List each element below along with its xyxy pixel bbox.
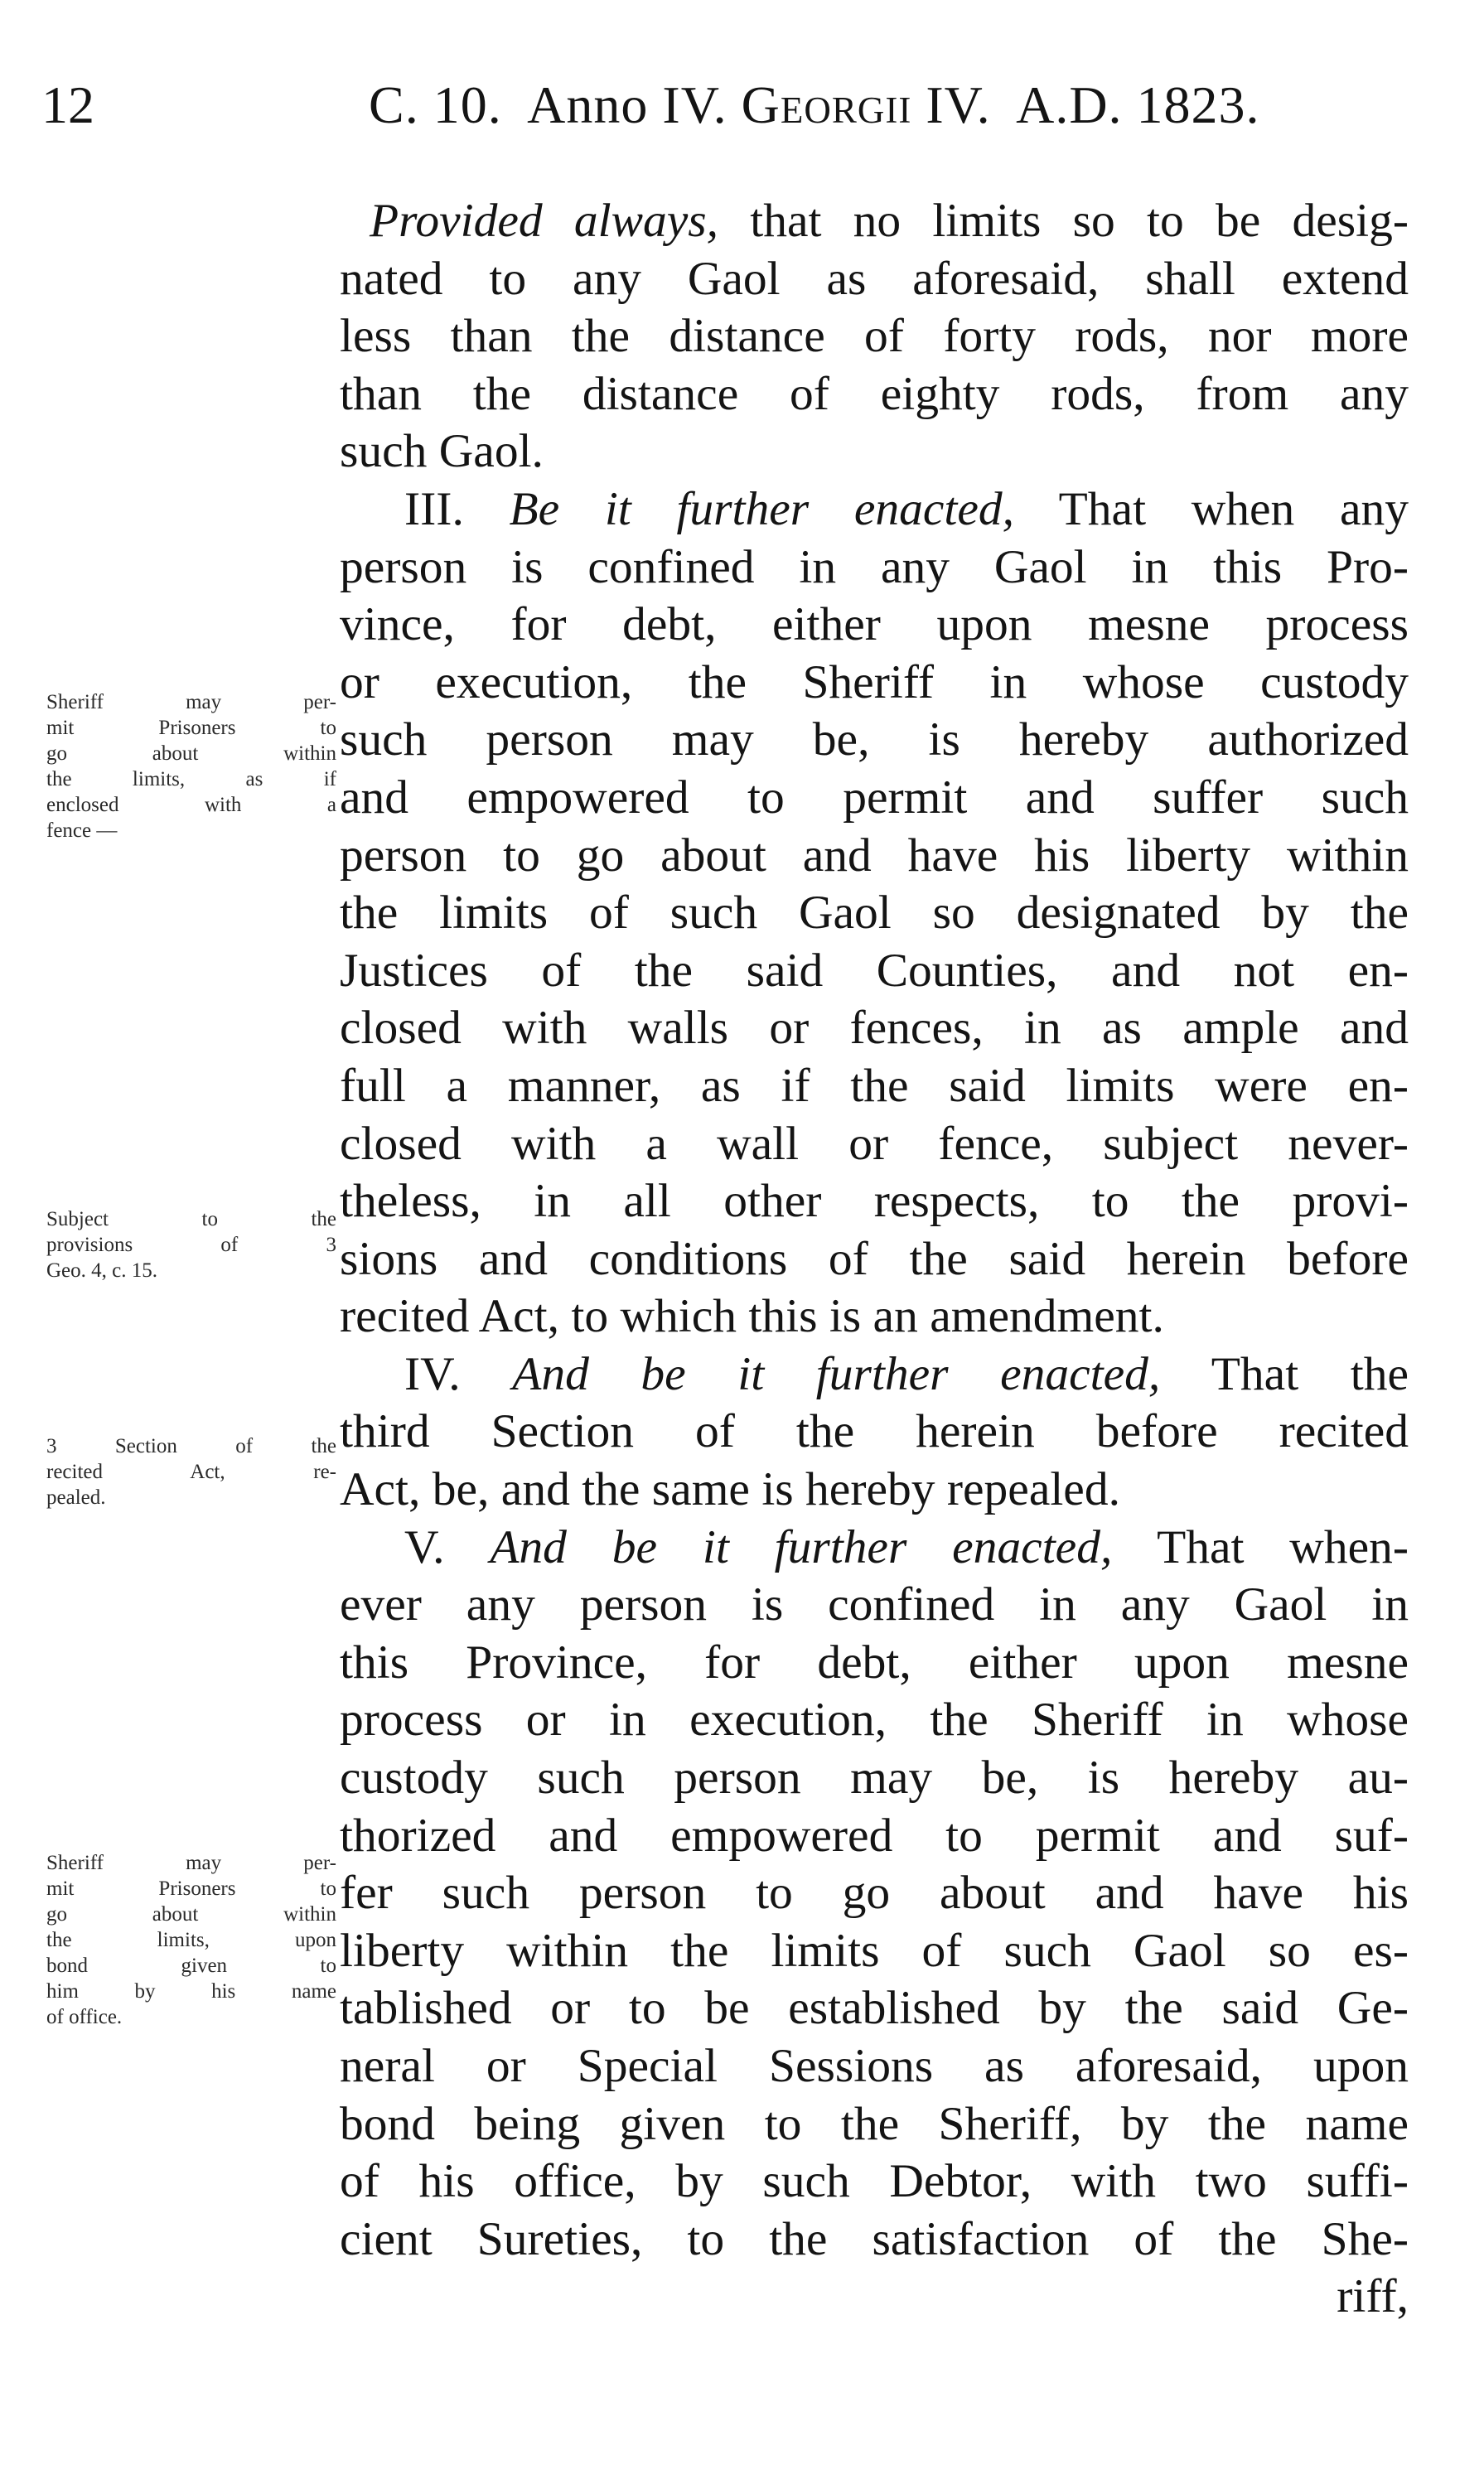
marginal-note-sheriff-limits: Sheriff may per- mit Prisoners to go about within the limits, as if enclosed with a fence — — [46, 691, 336, 842]
text-line: Act, be, and the same is hereby repealed. — [340, 1463, 1120, 1516]
text-line: closed with a wall or fence, subject never- — [340, 1117, 1409, 1170]
text-line: such Gaol. — [340, 425, 544, 478]
text-line: tablished or to be established by the said Ge- — [340, 1982, 1409, 2035]
text-line: this Province, for debt, either upon mesne — [340, 1636, 1409, 1689]
text-line: nated to any Gaol as aforesaid, shall extend — [340, 252, 1409, 305]
page-number: 12 — [41, 75, 94, 134]
section-heading-line: III. Be it further enacted, That when any — [404, 482, 1409, 535]
header-title — [369, 68, 1260, 143]
text-line: full a manner, as if the said limits were en- — [340, 1059, 1409, 1112]
text-line: sions and conditions of the said herein before — [340, 1232, 1409, 1285]
year: A.D. 1823. — [1016, 75, 1260, 134]
text-line: custody such person may be, is hereby au- — [340, 1752, 1409, 1805]
marginal-note-sheriff-bond: Sheriff may per- mit Prisoners to go about within the limits, upon bond given to him by his name of office. — [46, 1852, 336, 2028]
text-line: third Section of the herein before recited — [340, 1405, 1409, 1458]
text-line: cient Sureties, to the satisfaction of the She- — [340, 2212, 1409, 2265]
text-line: process or in execution, the Sheriff in whose — [340, 1694, 1409, 1747]
catchword: riff, — [1337, 2270, 1409, 2323]
text-line: Justices of the said Counties, and not en- — [340, 944, 1409, 997]
anno: Anno IV. — [527, 75, 727, 134]
text-line: closed with walls or fences, in as ample and — [340, 1002, 1409, 1055]
text-line: such person may be, is hereby authorized — [340, 713, 1409, 766]
marginal-note-section-repealed: 3 Section of the recited Act, re- pealed. — [46, 1435, 336, 1509]
reign: Georgii IV. — [741, 75, 991, 134]
text-line: person is confined in any Gaol in this Pro- — [340, 540, 1409, 593]
text-line: the limits of such Gaol so designated by the — [340, 887, 1409, 940]
section-heading-line: V. And be it further enacted, That when- — [404, 1520, 1409, 1573]
running-header — [41, 68, 1433, 143]
text-line: less than the distance of forty rods, nor more — [340, 310, 1409, 363]
text-line: fer such person to go about and have his — [340, 1867, 1409, 1920]
chapter-number: C. 10. — [369, 75, 502, 134]
text-line: or execution, the Sheriff in whose custody — [340, 655, 1409, 708]
text-line: bond being given to the Sheriff, by the name — [340, 2097, 1409, 2150]
text-line: and empowered to permit and suffer such — [340, 771, 1409, 824]
text-line: than the distance of eighty rods, from any — [340, 367, 1409, 420]
text-line: ever any person is confined in any Gaol in — [340, 1578, 1409, 1631]
text-line: neral or Special Sessions as aforesaid, upon — [340, 2040, 1409, 2092]
text-line: person to go about and have his liberty within — [340, 829, 1409, 882]
body-text — [340, 192, 1409, 2326]
text-line: recited Act, to which this is an amendment. — [340, 1290, 1164, 1343]
text-line: thorized and empowered to permit and suf- — [340, 1809, 1409, 1862]
text-line: theless, in all other respects, to the provi- — [340, 1175, 1409, 1228]
text-line: vince, for debt, either upon mesne process — [340, 598, 1409, 651]
section-heading-line: IV. And be it further enacted, That the — [404, 1347, 1409, 1400]
text-line: of his office, by such Debtor, with two suffi- — [340, 2155, 1409, 2208]
text-line: liberty within the limits of such Gaol so es- — [340, 1924, 1409, 1977]
text-line: Provided always, that no limits so to be desig- — [370, 195, 1409, 247]
marginal-note-subject-provisions: Subject to the provisions of 3 Geo. 4, c. 15. — [46, 1208, 336, 1282]
